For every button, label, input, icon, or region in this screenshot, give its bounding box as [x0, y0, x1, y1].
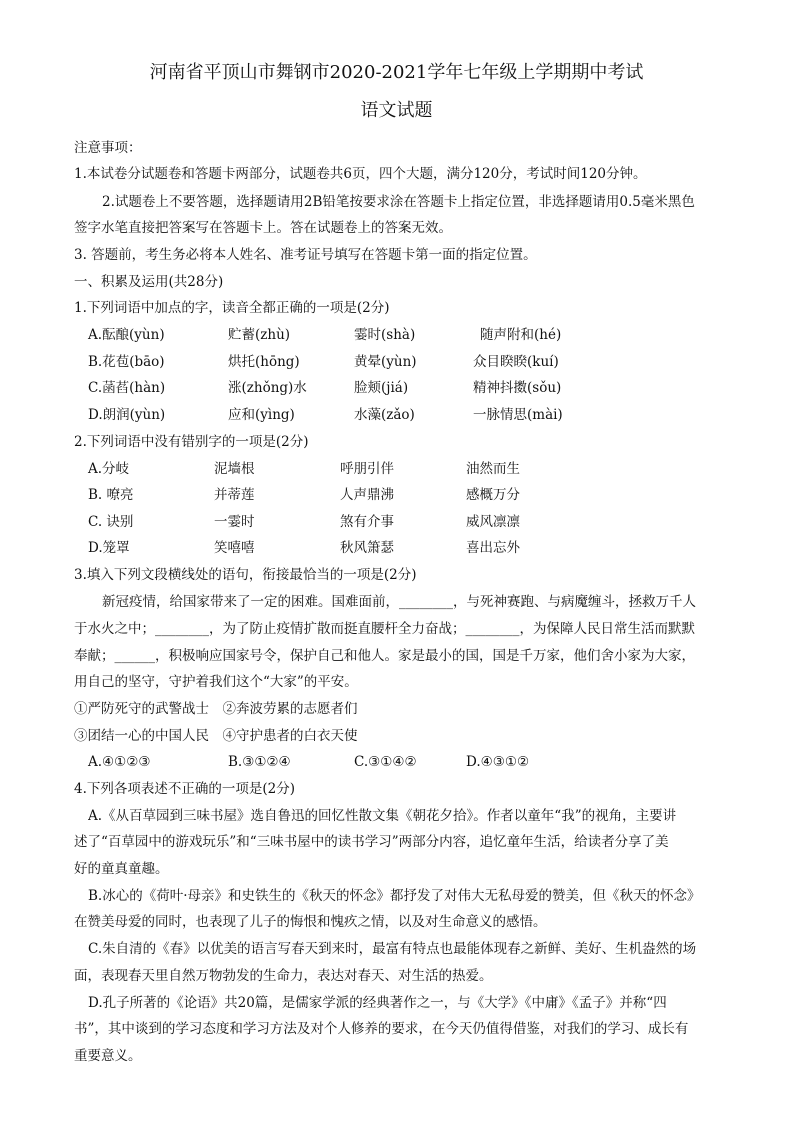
option-word: D.笼罩	[88, 540, 130, 556]
option-word: 应和(yìng)	[228, 407, 295, 423]
passage-line: 于水火之中；________，为了防止疫情扩散而挺直腰杆全力奋战；________，为保障人民日常生活而默默	[74, 621, 695, 637]
statement-line: 述了“百草园中的游戏玩乐”和“三味书屋中的读书学习”两部分内容，追忆童年生活，给读者分享了美	[74, 834, 669, 850]
statement-line: 书”，其中谈到的学习态度和学习方法及对个人修养的要求，在今天仍值得借鉴，对我们的学习、成长有	[74, 1021, 689, 1037]
option-word: C. 诀别	[88, 514, 134, 530]
option-word: 众目睽睽(kuí)	[473, 354, 559, 370]
option-word: 一脉情思(mài)	[473, 407, 563, 423]
passage-line: 奉献；______，积极响应国家号令，保护自己和他人。家是最小的国，国是千万家，他们舍小家为大家，	[74, 648, 695, 664]
exam-subtitle: 语文试题	[360, 100, 433, 121]
option-word: 水藻(zǎo)	[354, 407, 415, 423]
statement-line: D.孔子所著的《论语》共20篇，是儒家学派的经典著作之一，与《大学》《中庸》《孟子》并称“四	[88, 995, 667, 1011]
option-word: 霎时(shà)	[354, 327, 416, 343]
option-word: A.酝酿(yùn)	[88, 327, 165, 343]
option-word: 并蒂莲	[214, 487, 255, 503]
option-word: 秋风箫瑟	[340, 540, 394, 556]
option-word: 随声附和(hé)	[480, 327, 562, 343]
option-word: 贮蓄(zhù)	[228, 327, 291, 343]
question-1-option-row	[0, 406, 793, 424]
notice-heading: 注意事项：	[74, 140, 142, 156]
notice-item: 2.试题卷上不要答题，选择题请用2B铅笔按要求涂在答题卡上指定位置，非选择题请用0.5毫米黑色	[102, 194, 695, 210]
option-word: 威风凛凛	[466, 514, 520, 530]
answer-option: B.③①②④	[228, 754, 291, 770]
notice-item: 签字水笔直接把答案写在答题卡上。答在试题卷上的答案无效。	[74, 220, 452, 236]
option-word: 脸颊(jiá)	[354, 380, 409, 396]
candidate-phrases: ①严防死守的武警战士 ②奔波劳累的志愿者们	[74, 701, 358, 717]
question-3-stem: 3.填入下列文段横线处的语句，衔接最恰当的一项是(2分)	[74, 567, 417, 583]
question-2-stem: 2.下列词语中没有错别字的一项是(2分)	[74, 434, 309, 450]
option-word: D.朗润(yùn)	[88, 407, 166, 423]
notice-item: 1.本试卷分试题卷和答题卡两部分，试题卷共6页，四个大题，满分120分，考试时间120分钟。	[74, 166, 647, 182]
option-word: 泥墙根	[214, 461, 255, 477]
option-word: 喜出忘外	[466, 540, 520, 556]
notice-item: 3. 答题前，考生务必将本人姓名、准考证号填写在答题卡第一面的指定位置。	[74, 247, 537, 263]
question-2-option-row	[0, 460, 793, 478]
exam-title: 河南省平顶山市舞钢市2020-2021学年七年级上学期期中考试	[149, 62, 644, 83]
question-2-option-row	[0, 539, 793, 557]
passage-line: 用自己的坚守，守护着我们这个“大家”的平安。	[74, 674, 358, 690]
question-2-option-row	[0, 486, 793, 504]
option-word: A.分岐	[88, 461, 130, 477]
question-1-option-row	[0, 326, 793, 344]
question-1-stem: 1.下列词语中加点的字，读音全都正确的一项是(2分)	[74, 300, 390, 316]
statement-line: A.《从百草园到三味书屋》选自鲁迅的回忆性散文集《朝花夕拾》。作者以童年“我”的视角，主要讲	[88, 808, 677, 824]
statement-line: 在赞美母爱的同时，也表现了儿子的悔恨和愧疚之情，以及对生命意义的感悟。	[74, 914, 547, 930]
question-4-stem: 4.下列各项表述不正确的一项是(2分)	[74, 781, 296, 797]
answer-option: D.④③①②	[466, 754, 530, 770]
option-word: 感概万分	[466, 487, 520, 503]
section-heading: 一、积累及运用(共28分)	[74, 274, 224, 290]
option-word: 呼朋引伴	[340, 461, 394, 477]
option-word: 油然而生	[466, 461, 520, 477]
question-1-option-row	[0, 379, 793, 397]
statement-line: 好的童真童趣。	[74, 861, 169, 877]
question-2-option-row	[0, 513, 793, 531]
option-word: C.菡萏(hàn)	[88, 380, 166, 396]
answer-option: A.④①②③	[88, 754, 151, 770]
question-1-option-row	[0, 353, 793, 371]
question-3-answer-row	[0, 753, 793, 771]
option-word: B. 嘹亮	[88, 487, 134, 503]
option-word: 黄晕(yùn)	[354, 354, 417, 370]
statement-line: B.冰心的《荷叶·母亲》和史铁生的《秋天的怀念》都抒发了对伟大无私母爱的赞美，但《秋天的怀念》	[88, 888, 701, 904]
candidate-phrases: ③团结一心的中国人民 ④守护患者的白衣天使	[74, 728, 358, 744]
statement-line: C.朱自清的《春》以优美的语言写春天到来时，最富有特点也最能体现春之新鲜、美好、生机盎然的场	[88, 941, 697, 957]
option-word: B.花苞(bāo)	[88, 354, 165, 370]
option-word: 精神抖擞(sǒu)	[473, 380, 562, 396]
option-word: 煞有介事	[340, 514, 394, 530]
option-word: 一霎时	[214, 514, 255, 530]
option-word: 涨(zhǒng)水	[228, 380, 307, 396]
statement-line: 面，表现春天里自然万物勃发的生命力，表达对春天、对生活的热爱。	[74, 968, 493, 984]
option-word: 笑嘻嘻	[214, 540, 255, 556]
statement-line: 重要意义。	[74, 1048, 142, 1064]
answer-option: C.③①④②	[354, 754, 417, 770]
passage-line: 新冠疫情，给国家带来了一定的困难。国难面前，________，与死神赛跑、与病魔缠斗，拯救万千人	[102, 594, 696, 610]
option-word: 烘托(hōng)	[228, 354, 300, 370]
option-word: 人声鼎沸	[340, 487, 394, 503]
